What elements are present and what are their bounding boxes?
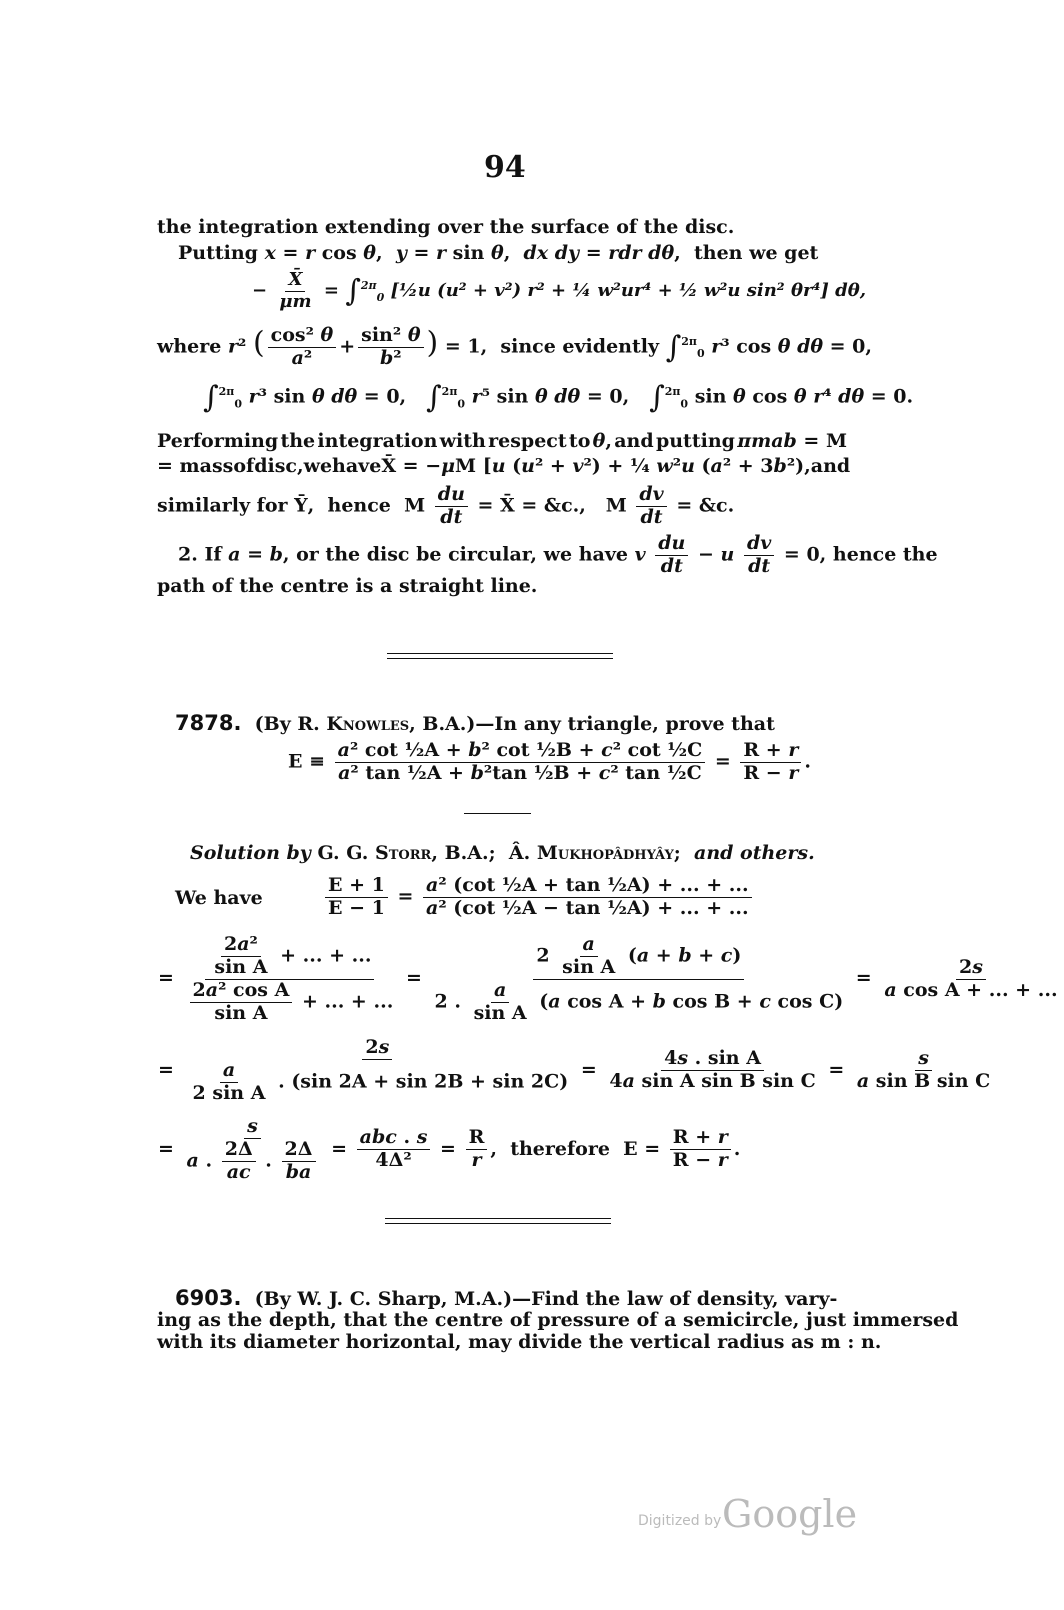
equation: = $\frac{\text{2a²}}{\text{sin A}}$ + ... + ... $\frac{\text{2a² cos A}}{\text{sin A}}$ + ... + ... = 2 $\frac{a}{\text{sin A}}$ (a + b + c) 2 . $\frac{a}{\text{sin A}}$ (a cos A + b cos B + c cos C) = $\frac{2s}{\text{a cos A + ... + ...}}$: [158, 933, 1058, 1024]
solution-credit: Solution by G. G. Storr, B.A.; Â. Mukhopâdhyây; and others.: [190, 842, 815, 864]
divider: [385, 1223, 611, 1224]
equation: = 2s $\frac{a}{\text{2 sin A}}$ . (sin 2A + sin 2B + sin 2C) = $\frac{\text{4s . sin A}}{\text{4a sin A sin B sin C}}$ = $\frac{s}{\text{a sin B sin C}}$: [158, 1036, 991, 1104]
equation: = s a . $\frac{2\Delta}{ac}$ . $\frac{2\Delta}{ba}$ = $\frac{\text{abc . s}}{\text{4Δ²}}$ = $\frac{R}{r}$ , therefore E = $\frac{R + r}{R - r}$ .: [158, 1115, 741, 1183]
equation: E ≡ $\frac{\text{a² cot ½A + b² cot ½B + c² cot ½C}}{\text{a² tan ½A + b²tan ½B + c² tan ½C}}$ = $\frac{R + r}{R - r}$ .: [288, 739, 811, 784]
text-line: Putting x = r cos θ, y = r sin θ, dx dy = rdr dθ, then we get: [178, 242, 819, 264]
text-line: similarly for Ȳ, hence M $\frac{du}{dt}$ = X̄ = &c., M $\frac{dv}{dt}$ = &c.: [157, 483, 735, 528]
google-logo: Google: [722, 1492, 858, 1536]
divider: [464, 813, 531, 814]
problem-heading: 7878. (By R. Knowles, B.A.)—In any triangle, prove that: [175, 711, 775, 735]
text-line: path of the centre is a straight line.: [157, 575, 538, 597]
text-line: 2. If a = b, or the disc be circular, we have v $\frac{du}{dt}$ − u $\frac{dv}{dt}$ = 0, hence the: [178, 532, 938, 577]
divider: [387, 653, 613, 654]
where-label: where: [157, 335, 222, 358]
page-number: 94: [484, 150, 526, 185]
equation: ∫$^{2\pi}_0$ r³ sin θ dθ = 0, ∫$^{2\pi}_0$ r⁵ sin θ dθ = 0, ∫$^{2\pi}_0$ sin θ cos θ r⁴ dθ = 0.: [203, 380, 914, 415]
equation: − $\frac{X̄}{\mu m}$ = ∫$^{2\pi}_0$ [½u (u² + v²) r² + ¼ w²ur⁴ + ½ w²u sin² θr⁴] dθ,: [252, 269, 866, 312]
text-line: with its diameter horizontal, may divide the vertical radius as m : n.: [157, 1331, 882, 1353]
we-have-label: We have: [175, 887, 263, 909]
text-line: (By W. J. C. Sharp, M.A.)—Find the law of density, vary-: [254, 1288, 838, 1310]
problem-heading: [175, 1286, 837, 1310]
text-line: the integration extending over the surface of the disc.: [157, 216, 735, 238]
equation: $\frac{E + 1}{E - 1}$ = $\frac{\text{a² (cot ½A + tan ½A) + ... + ...}}{\text{a² (cot ½A − tan ½A) + ... + ...}}$: [322, 875, 755, 920]
problem-number: 7878.: [175, 711, 242, 735]
text-line: ing as the depth, that the centre of pressure of a semicircle, just immersed: [157, 1309, 959, 1331]
watermark-text: Digitized by: [638, 1513, 722, 1529]
divider: [387, 658, 613, 659]
divider: [385, 1218, 611, 1219]
text-line: Performing the integration with respect to θ, and putting πmab = M: [157, 430, 847, 452]
text-line: = mass of disc, we have X̄ = −μM [u (u² + v²) + ¼ w²u (a² + 3b²), and: [157, 455, 851, 477]
equation: where r² ( $\frac{\text{cos² θ}}{\text{a²}}$ + $\frac{\text{sin² θ}}{\text{b²}}$ ) = 1, since evidently ∫$^{2\pi}_0$ r³ cos θ dθ = 0,: [157, 324, 873, 369]
problem-number: 6903.: [175, 1286, 242, 1310]
